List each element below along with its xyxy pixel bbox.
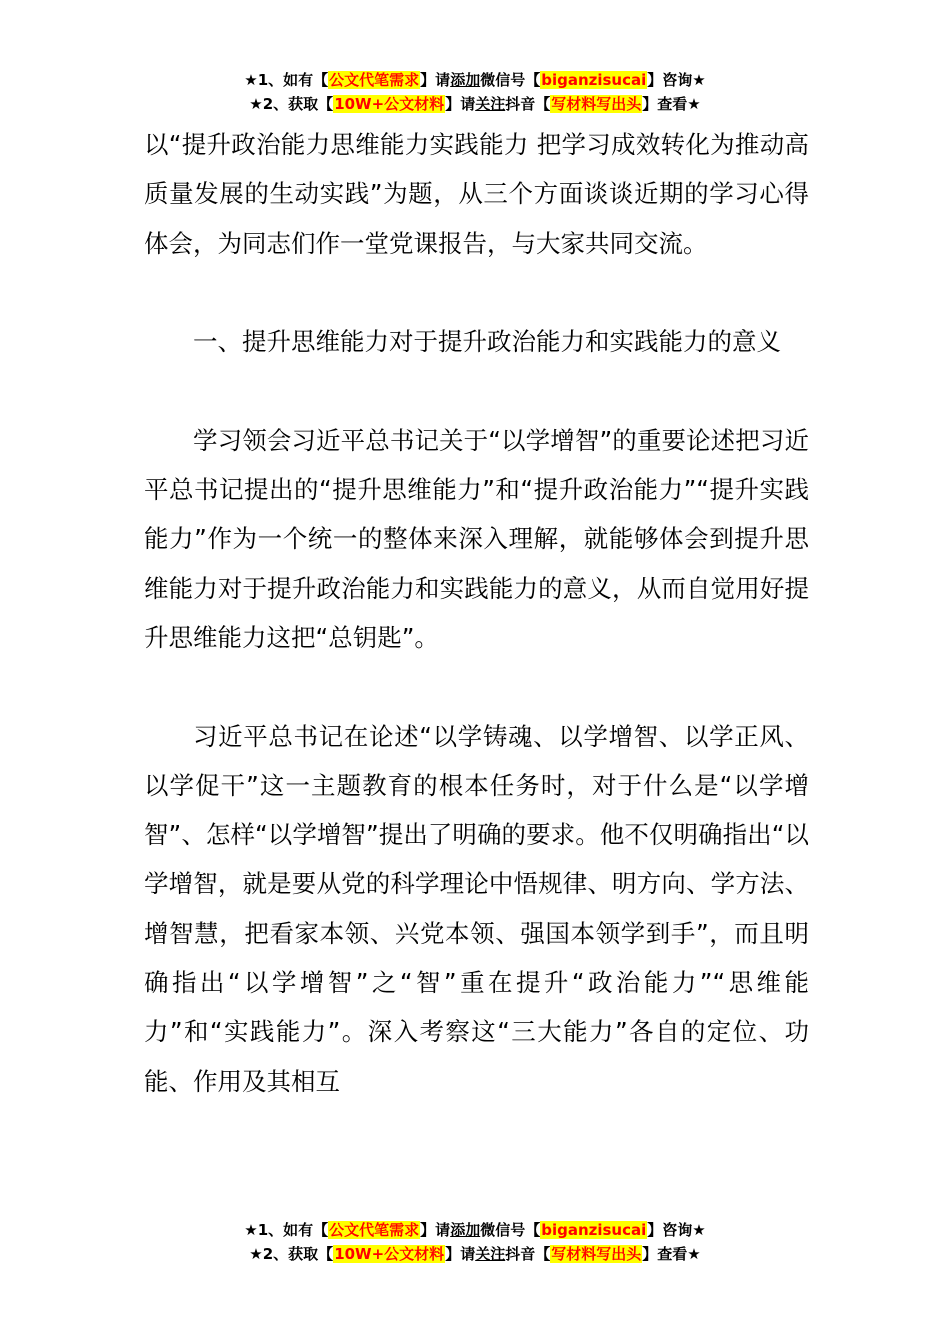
banner-underlined: 关注 — [475, 1245, 506, 1263]
banner-highlight: 10W+公文材料 — [334, 1245, 445, 1263]
banner-highlight-wechat: biganzisucai — [541, 1221, 647, 1239]
banner-text: 微信号【 — [480, 71, 541, 89]
banner-line-1 — [0, 68, 950, 92]
banner-text: 】请 — [420, 1221, 451, 1239]
paragraph: 习近平总书记在论述“以学铸魂、以学增智、以学正风、以学促干”这一主题教育的根本任务时，对于什么是“以学增智”、怎样“以学增智”提出了明确的要求。他不仅明确指出“以学增智，就是要从党的科学理论中悟规律、明方向、学方法、增智慧，把看家本领、兴党本领、强国本领学到手”，而且明确指出“以学增智”之“智”重在提升“政治能力”“思维能力”和“实践能力”。深入考察这“三大能力”各自的定位、功能、作用及其相互 — [144, 721, 809, 1096]
banner-text: 抖音【 — [505, 1245, 551, 1263]
banner-line-2 — [0, 92, 950, 116]
banner-highlight-douyin: 写材料写出头 — [551, 95, 642, 113]
banner-text: 微信号【 — [480, 1221, 541, 1239]
banner-text: ★1、如有【 — [244, 1221, 329, 1239]
banner-text: 抖音【 — [505, 95, 551, 113]
banner-highlight: 公文代笔需求 — [329, 71, 420, 89]
banner-underlined: 关注 — [475, 95, 506, 113]
banner-text: 】请 — [420, 71, 451, 89]
banner-text: 】咨询★ — [647, 1221, 706, 1239]
banner-line-1 — [0, 1218, 950, 1242]
banner-underlined: 添加 — [450, 1221, 481, 1239]
banner-text: ★2、获取【 — [249, 95, 334, 113]
document-body — [144, 120, 809, 1106]
banner-text: 】咨询★ — [647, 71, 706, 89]
banner-highlight-douyin: 写材料写出头 — [551, 1245, 642, 1263]
banner-text: 】请 — [445, 1245, 476, 1263]
banner-highlight: 公文代笔需求 — [329, 1221, 420, 1239]
section-heading: 一、提升思维能力对于提升政治能力和实践能力的意义 — [193, 327, 781, 357]
banner-highlight: 10W+公文材料 — [334, 95, 445, 113]
paragraph-intro: 以“提升政治能力思维能力实践能力 把学习成效转化为推动高质量发展的生动实践”为题，从三个方面谈谈近期的学习心得体会，为同志们作一堂党课报告，与大家共同交流。 — [144, 130, 809, 258]
banner-text: 】查看★ — [642, 1245, 701, 1263]
footer-banner — [0, 1218, 950, 1266]
banner-underlined: 添加 — [450, 71, 481, 89]
banner-line-2 — [0, 1242, 950, 1266]
banner-text: ★1、如有【 — [244, 71, 329, 89]
header-banner — [0, 68, 950, 116]
banner-highlight-wechat: biganzisucai — [541, 71, 647, 89]
banner-text: 】请 — [445, 95, 476, 113]
banner-text: ★2、获取【 — [249, 1245, 334, 1263]
paragraph: 学习领会习近平总书记关于“以学增智”的重要论述把习近平总书记提出的“提升思维能力”和“提升政治能力”“提升实践能力”作为一个统一的整体来深入理解，就能够体会到提升思维能力对于提升政治能力和实践能力的意义，从而自觉用好提升思维能力这把“总钥匙”。 — [144, 425, 809, 652]
banner-text: 】查看★ — [642, 95, 701, 113]
